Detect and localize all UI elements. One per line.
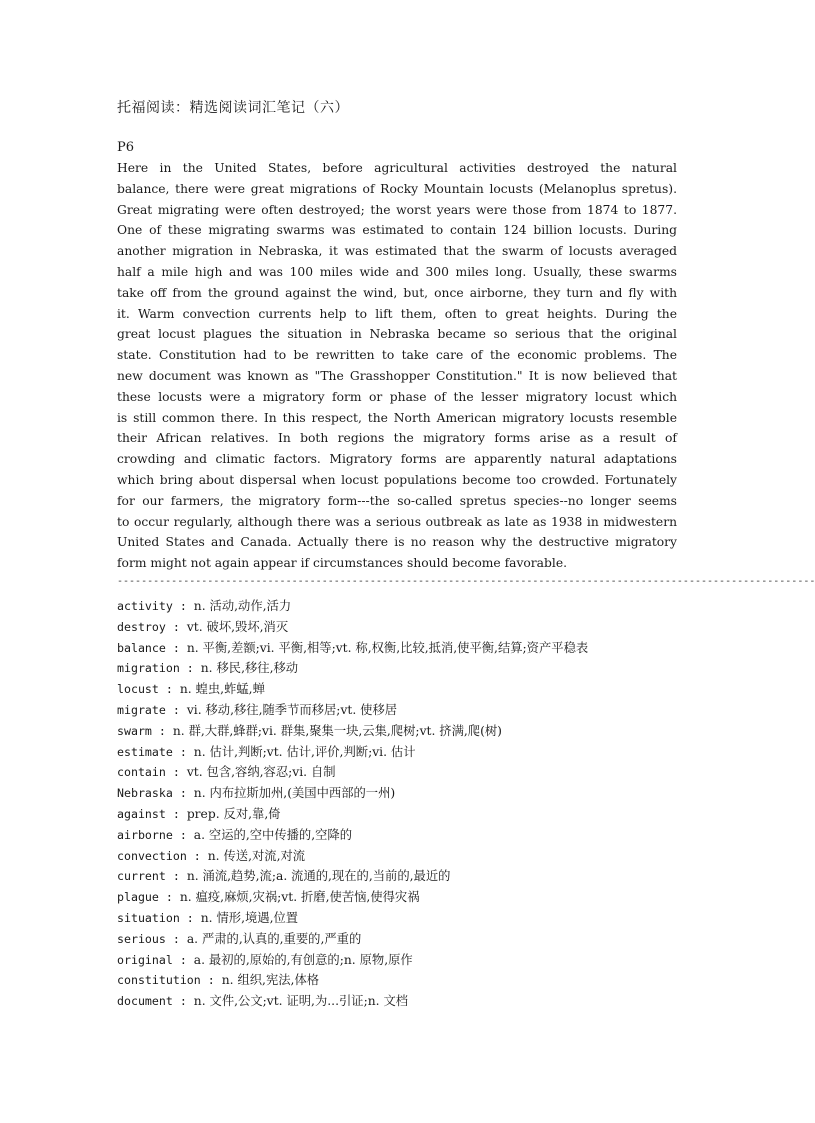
passage-text [117, 158, 677, 574]
passage-line: is still common there. In this respect, the North American migratory locusts resemble [117, 410, 677, 425]
vocab-word: convection : [117, 848, 208, 863]
vocab-entry [117, 762, 717, 783]
vocab-word: airborne : [117, 827, 194, 842]
vocab-definition: n. 情形,境遇,位置 [200, 910, 299, 925]
vocab-entry [117, 742, 717, 763]
vocab-word: migration : [117, 661, 201, 676]
vocab-word: balance : [117, 640, 187, 655]
vocab-word: against : [117, 806, 187, 821]
passage-label: P6 [117, 140, 135, 155]
vocab-definition: a. 最初的,原始的,有创意的;n. 原物,原作 [193, 952, 413, 967]
vocab-word: document : [117, 994, 194, 1009]
vocab-word: original : [117, 952, 194, 967]
vocab-entry [117, 804, 717, 825]
passage-line: take off from the ground against the wind, but, once airborne, they turn and fly with [117, 285, 677, 300]
vocab-definition: vt. 包含,容纳,容忍;vi. 自制 [186, 765, 336, 780]
vocab-entry [117, 908, 717, 929]
vocab-definition: n. 群,大群,蜂群;vi. 群集,聚集一块,云集,爬树;vt. 挤满,爬(树) [172, 723, 502, 738]
vocab-entry [117, 846, 717, 867]
passage-line: to occur regularly, although there was a serious outbreak as late as 1938 in midwestern [117, 514, 677, 529]
vocab-entry [117, 617, 717, 638]
passage-line: Great migrating were often destroyed; the worst years were those from 1874 to 1877. [117, 202, 677, 217]
vocab-definition: a. 严肃的,认真的,重要的,严重的 [186, 931, 362, 946]
vocab-word: constitution : [117, 973, 222, 988]
passage-line: state. Constitution had to be rewritten to take care of the economic problems. The [117, 348, 677, 363]
vocab-entry [117, 991, 717, 1012]
vocab-entry [117, 700, 717, 721]
vocab-definition: n. 活动,动作,活力 [193, 599, 292, 613]
vocab-definition: n. 内布拉斯加州,(美国中西部的一州) [193, 786, 396, 801]
vocab-word: serious : [117, 931, 187, 946]
vocab-word: destroy : [117, 619, 187, 634]
passage-line: balance, there were great migrations of Rocky Mountain locusts (Melanoplus spretus). [117, 181, 677, 196]
vocab-definition: n. 蝗虫,蚱蜢,蝉 [179, 682, 265, 697]
passage-line: great locust plagues the situation in Nebraska became so serious that the original [117, 327, 677, 342]
passage-line: crowding and climatic factors. Migratory forms are apparently natural adaptations [117, 452, 677, 467]
vocab-word: situation : [117, 910, 201, 925]
passage-line: their African relatives. In both regions the migratory forms arise as a result of [117, 431, 677, 446]
vocab-entry [117, 783, 717, 804]
vocab-word: migrate : [117, 702, 187, 717]
vocab-entry [117, 887, 717, 908]
vocab-word: contain : [117, 765, 187, 780]
vocab-entry [117, 596, 717, 617]
passage-line: One of these migrating swarms was estimated to contain 124 billion locusts. During [117, 223, 677, 238]
vocab-word: swarm : [117, 723, 173, 738]
vocab-entry [117, 866, 717, 887]
vocab-word: estimate : [117, 744, 194, 759]
vocab-definition: prep. 反对,靠,倚 [186, 806, 281, 821]
passage-line: new document was known as "The Grasshopper Constitution." It is now believed that [117, 368, 677, 383]
vocab-definition: n. 文件,公文;vt. 证明,为...引证;n. 文档 [193, 994, 409, 1009]
vocab-word: plague : [117, 890, 180, 905]
vocab-definition: n. 涌流,趋势,流;a. 流通的,现在的,当前的,最近的 [186, 869, 451, 884]
vocab-word: activity : [117, 599, 194, 613]
vocab-entry [117, 950, 717, 971]
passage-line: for our farmers, the migratory form---the so-called spretus species--no longer seems [117, 493, 677, 508]
vocab-definition: n. 传送,对流,对流 [207, 848, 306, 863]
vocab-word: locust : [117, 682, 180, 697]
vocab-definition: a. 空运的,空中传播的,空降的 [193, 827, 353, 842]
passage-line: these locusts were a migratory form or phase of the lesser migratory locust which [117, 389, 677, 404]
vocab-entry [117, 658, 717, 679]
section-divider: -------------------------------------------------------------------------------------------------------------------- [117, 576, 815, 587]
vocab-entry [117, 638, 717, 659]
vocab-definition: n. 估计,判断;vt. 估计,评价,判断;vi. 估计 [193, 744, 416, 759]
passage-line: United States and Canada. Actually there is no reason why the destructive migratory [117, 535, 677, 550]
vocab-entry [117, 679, 717, 700]
vocab-definition: n. 瘟疫,麻烦,灾祸;vt. 折磨,使苦恼,使得灾祸 [179, 890, 420, 905]
vocab-entry [117, 929, 717, 950]
vocab-definition: vi. 移动,移往,随季节而移居;vt. 使移居 [186, 702, 398, 717]
document-title: 托福阅读：精选阅读词汇笔记（六） [117, 100, 349, 116]
vocabulary-list [117, 596, 717, 1012]
vocab-entry [117, 970, 717, 991]
vocab-entry [117, 825, 717, 846]
vocab-word: current : [117, 869, 187, 884]
passage-line: it. Warm convection currents help to lift them, often to great heights. During the [117, 306, 677, 321]
vocab-definition: n. 移民,移往,移动 [200, 661, 299, 676]
passage-line: half a mile high and was 100 miles wide and 300 miles long. Usually, these swarms [117, 264, 677, 279]
vocab-definition: vt. 破坏,毁坏,消灭 [186, 619, 289, 634]
passage-line: Here in the United States, before agricultural activities destroyed the natural [117, 161, 677, 175]
passage-line: which bring about dispersal when locust populations become too crowded. Fortunately [117, 472, 677, 487]
vocab-word: Nebraska : [117, 786, 194, 801]
vocab-definition: n. 平衡,差额;vi. 平衡,相等;vt. 称,权衡,比较,抵消,使平衡,结算;资产平稳表 [186, 640, 589, 655]
vocab-definition: n. 组织,宪法,体格 [221, 973, 320, 988]
passage-line: form might not again appear if circumstances should become favorable. [117, 556, 568, 571]
vocab-entry [117, 721, 717, 742]
passage-line: another migration in Nebraska, it was estimated that the swarm of locusts averaged [117, 244, 677, 259]
